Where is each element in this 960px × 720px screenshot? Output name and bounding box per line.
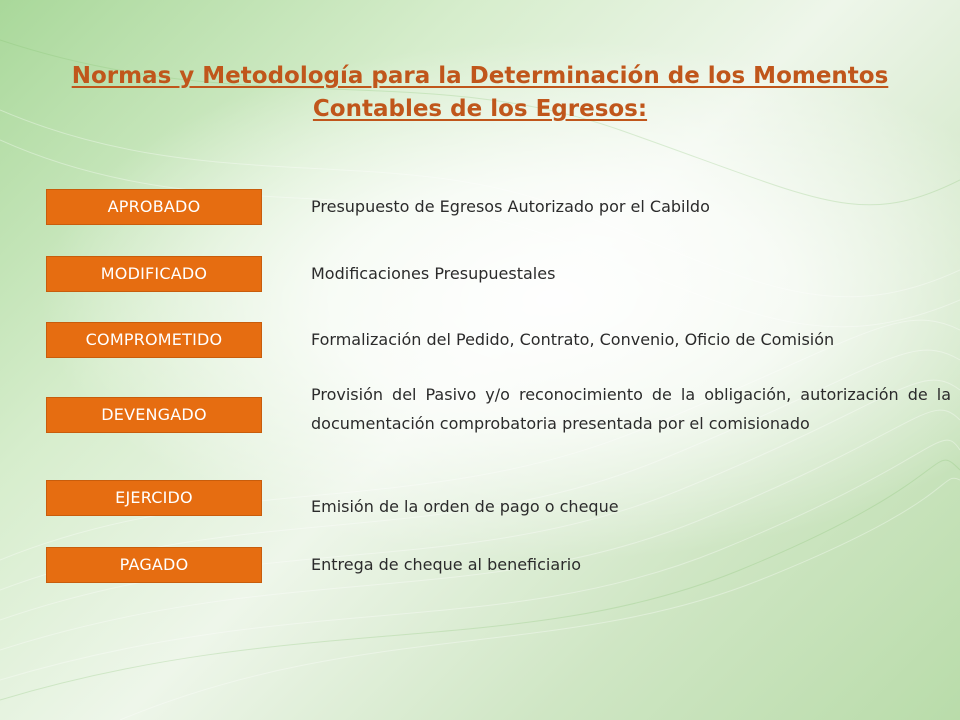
description-aprobado: Presupuesto de Egresos Autorizado por el Cabildo [311, 197, 710, 216]
tag-devengado: DEVENGADO [46, 397, 262, 433]
tag-modificado: MODIFICADO [46, 256, 262, 292]
description-comprometido: Formalización del Pedido, Contrato, Convenio, Oficio de Comisión [311, 330, 835, 349]
description-ejercido: Emisión de la orden de pago o cheque [311, 497, 619, 516]
tag-ejercido: EJERCIDO [46, 480, 262, 516]
tag-aprobado: APROBADO [46, 189, 262, 225]
title-line-1: Normas y Metodología para la Determinación de los Momentos [71, 63, 889, 89]
tag-pagado: PAGADO [46, 547, 262, 583]
tag-comprometido: COMPROMETIDO [46, 322, 262, 358]
description-modificado: Modificaciones Presupuestales [311, 264, 556, 283]
description-pagado: Entrega de cheque al beneficiario [311, 555, 581, 574]
slide-title [40, 60, 920, 126]
title-line-2: Contables de los Egresos: [312, 96, 648, 122]
description-devengado: Provisión del Pasivo y/o reconocimiento de la obligación, autorización de la documentación comprobatoria presentada por el comisionado [311, 385, 951, 433]
